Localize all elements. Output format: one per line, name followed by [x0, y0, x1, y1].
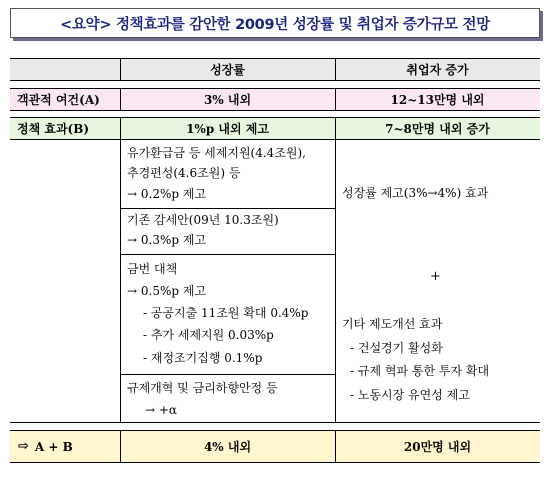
row-policy-growth [120, 118, 335, 139]
block4-line1: 규제개혁 및 금리하향안정 등 [127, 381, 278, 395]
header-empty-cell [10, 59, 120, 80]
rule-block3-bottom [120, 374, 335, 375]
rule-block2-bottom [120, 254, 335, 255]
arrow-right-icon: ⇨ [18, 439, 29, 454]
emp-line1: 성장률 제고(3%→4%) 효과 [342, 186, 489, 200]
vrule-detail-1 [120, 117, 121, 423]
row-policy-employment-text: 7~8만명 내외 증가 [385, 122, 490, 136]
vrule-objective-2 [335, 88, 336, 111]
header-growth-label: 성장률 [210, 63, 245, 77]
summary-vrule-1 [120, 431, 121, 462]
row-objective-growth-text: 3% 내외 [203, 93, 252, 107]
title-text: <요약> 정책효과를 감안한 2009년 성장률 및 취업자 증가규모 전망 [60, 16, 490, 33]
rule-top [10, 58, 540, 59]
header-employment [335, 59, 540, 80]
row-policy-label-text: 정책 효과(B) [17, 122, 90, 136]
vrule-header-2 [335, 58, 336, 81]
block1-line2: 추경편성(4.6조원) 등 [127, 166, 241, 180]
row-policy-growth-text: 1%p 내외 제고 [186, 122, 269, 136]
rule-detail-bottom [10, 422, 540, 423]
block3-sub2: - 추가 세제지원 0.03%p [143, 328, 274, 342]
emp-plus: + [430, 269, 441, 284]
summary-vrule-2 [335, 431, 336, 462]
rule-objective-bottom [10, 110, 540, 111]
block2-line1: 기존 감세안(09년 10.3조원) [127, 213, 279, 227]
emp-item3: - 노동시장 유연성 제고 [350, 388, 470, 402]
block2-effect: → 0.3%p 제고 [127, 233, 207, 247]
summary-employment-cell [335, 431, 540, 462]
block1-line1: 유가환급금 등 세제지원(4.4조원), [127, 146, 306, 160]
vrule-header-1 [120, 58, 121, 81]
block1-effect: → 0.2%p 제고 [127, 187, 207, 201]
block4-effect: → +α [145, 403, 178, 417]
header-employment-label: 취업자 증가 [406, 63, 469, 77]
row-objective-label-text: 객관적 여건(A) [17, 93, 100, 107]
rule-policy-bottom [10, 139, 540, 140]
summary-row [10, 430, 540, 463]
block3-sub1: - 공공지출 11조원 확대 0.4%p [143, 306, 309, 320]
row-objective-label [10, 89, 120, 110]
row-policy-employment [335, 118, 540, 139]
emp-item2: - 규제 혁파 통한 투자 확대 [350, 364, 490, 378]
summary-label-cell [10, 431, 120, 462]
block3-line1: 금번 대책 [127, 262, 178, 276]
block3-sub3: - 재정조기집행 0.1%p [143, 351, 263, 365]
summary-employment: 20만명 내외 [403, 440, 472, 454]
summary-growth: 4% 내외 [203, 440, 252, 454]
row-policy-label [10, 118, 120, 139]
emp-item1: - 건설경기 활성화 [350, 341, 443, 355]
rule-header-bottom [10, 80, 540, 81]
summary-label: A + B [34, 439, 73, 454]
vrule-detail-2 [335, 117, 336, 423]
rule-objective-top [10, 88, 540, 89]
rule-block1-bottom [120, 208, 335, 209]
block3-effect: → 0.5%p 제고 [127, 284, 207, 298]
vrule-objective-1 [120, 88, 121, 111]
emp-line2: 기타 제도개선 효과 [342, 317, 443, 331]
row-objective-employment-text: 12~13만명 내외 [390, 93, 485, 107]
rule-policy-top [10, 117, 540, 118]
row-objective-growth [120, 89, 335, 110]
summary-growth-cell [120, 431, 335, 462]
header-growth [120, 59, 335, 80]
page-title [10, 8, 540, 38]
row-objective-employment [335, 89, 540, 110]
